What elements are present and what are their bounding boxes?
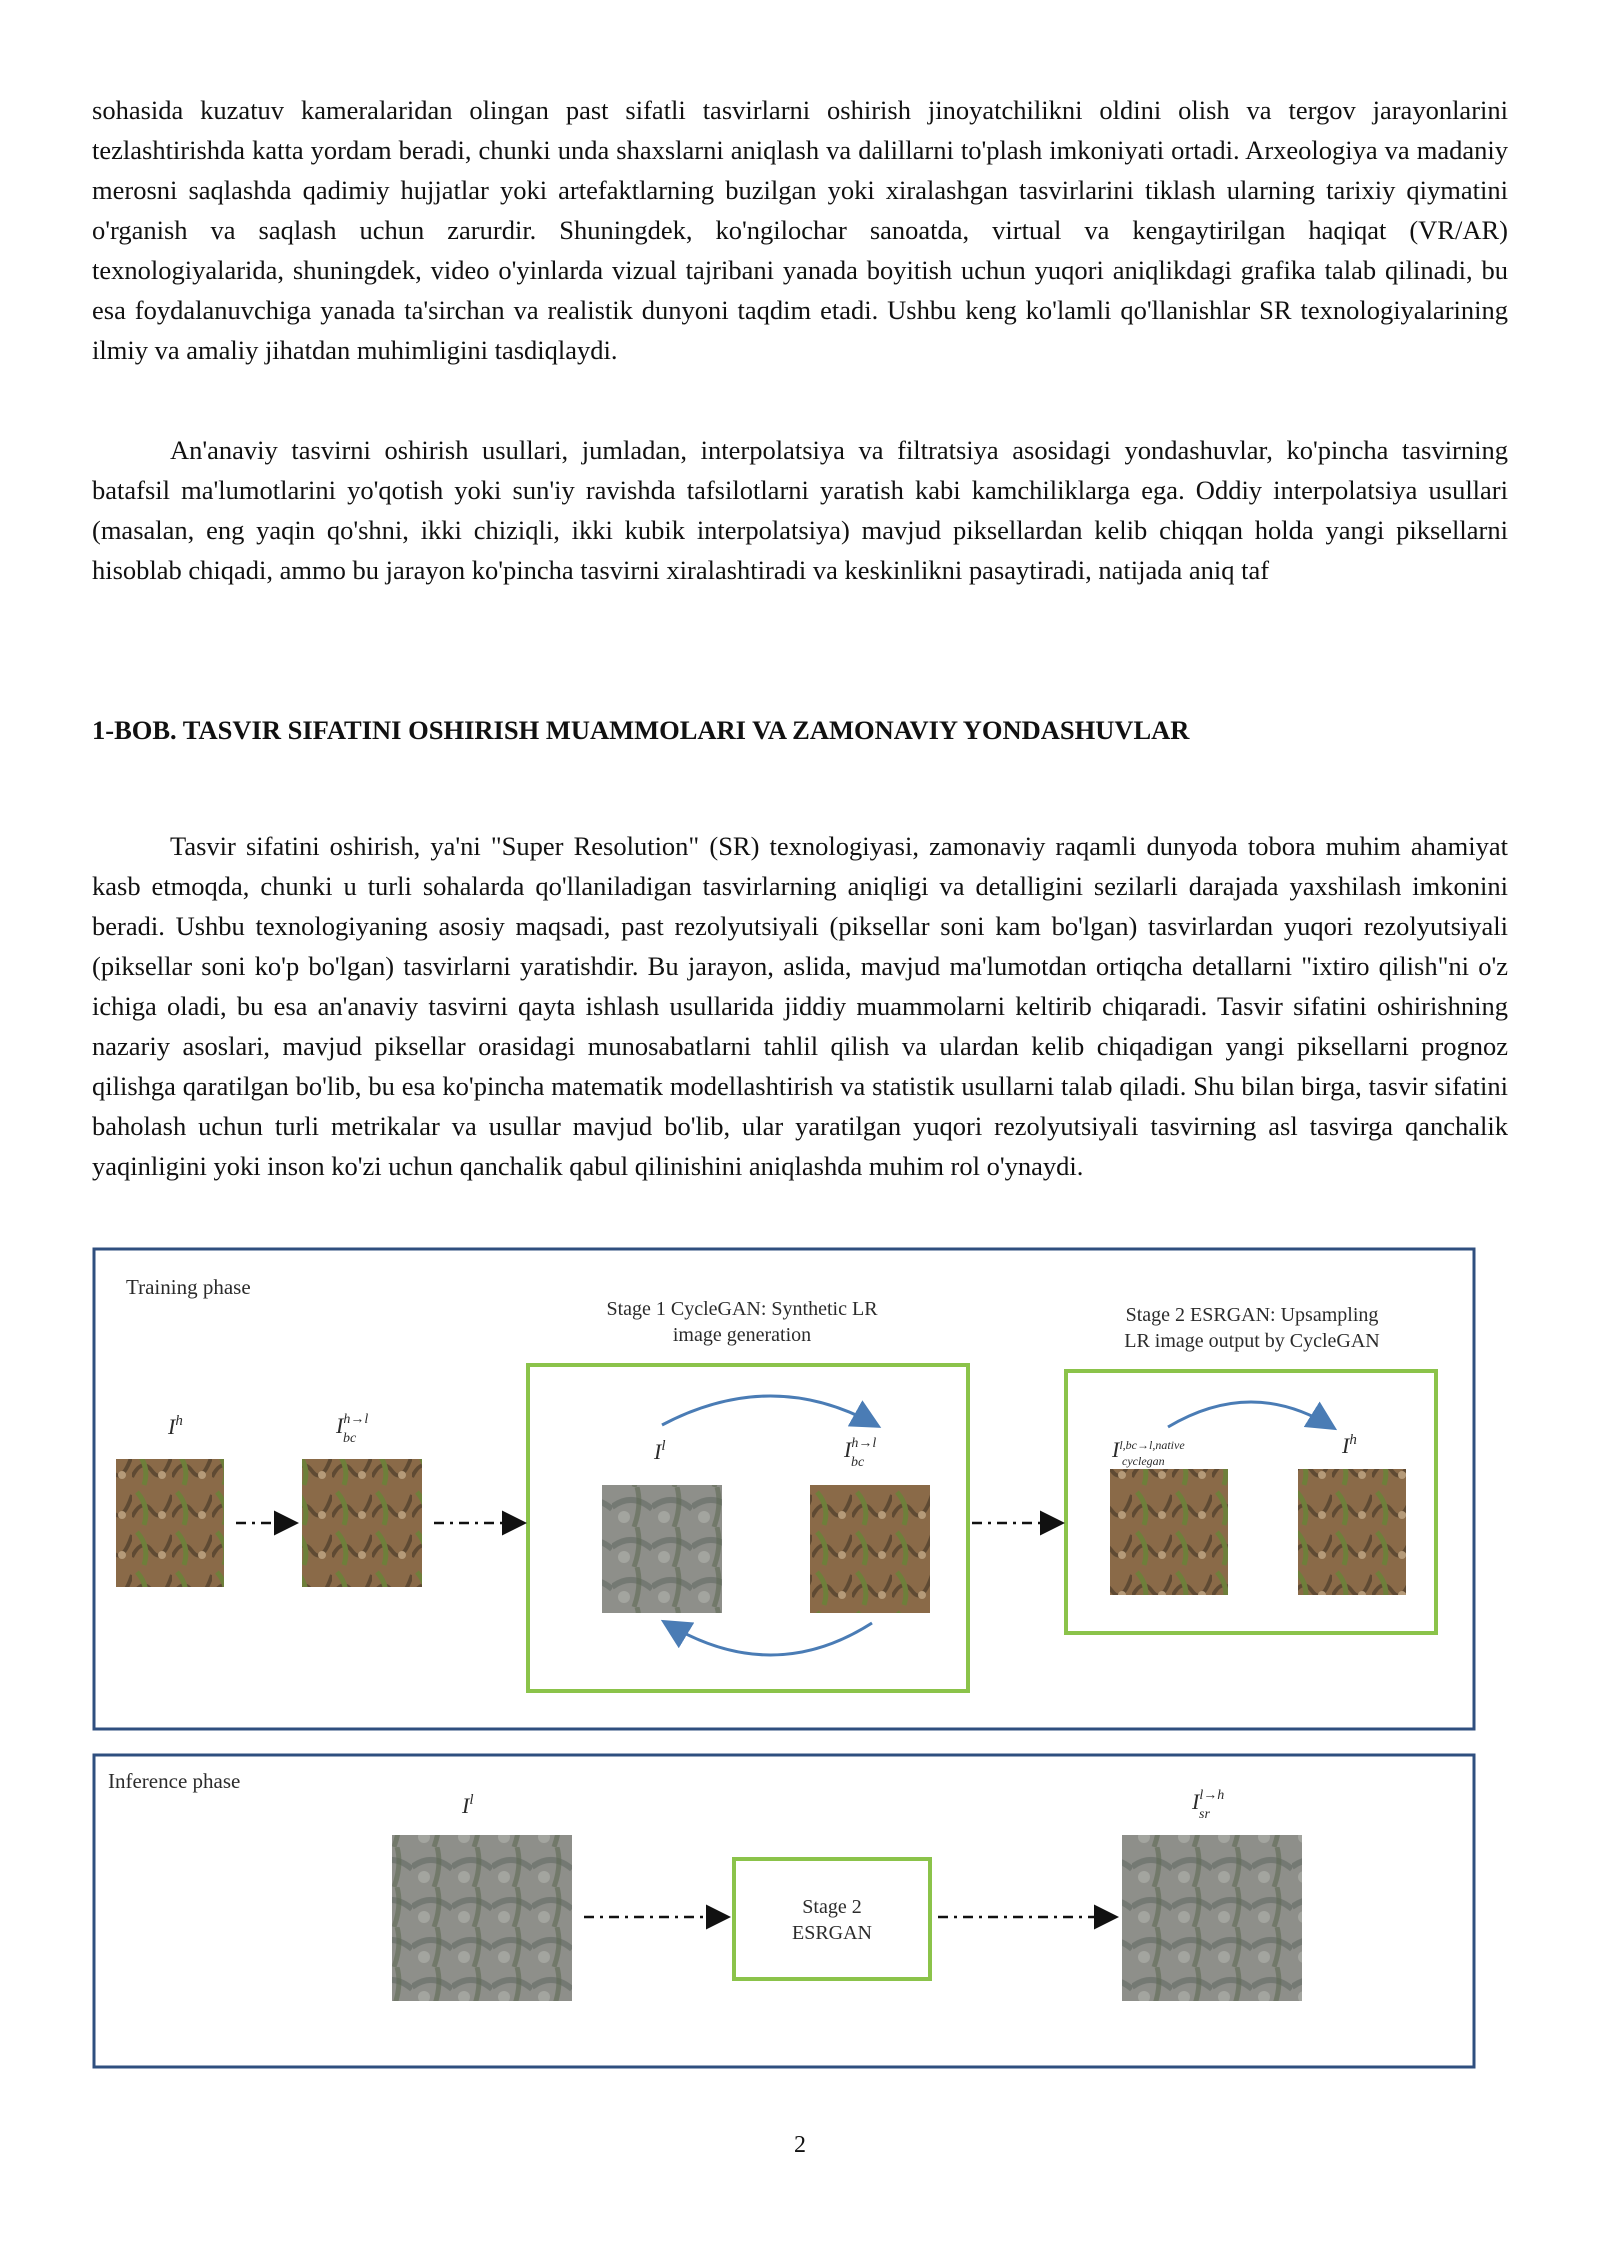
symbol-ih: $I^h$ [168, 1413, 183, 1439]
pipeline-figure [92, 1247, 1478, 2077]
image-bicubic-lr-stage1 [810, 1485, 930, 1613]
image-bicubic-lr [302, 1459, 422, 1587]
symbol-ih-to-l: $I^{h\to l}$ bc [336, 1412, 369, 1446]
image-high-res-stage2 [1298, 1469, 1406, 1595]
stage2-title-line1: Stage 2 ESRGAN: Upsampling [1125, 1304, 1379, 1326]
page-number: 2 [794, 2132, 806, 2158]
symbol-sr-output: $I^{l\to h}$ sr [1192, 1788, 1225, 1822]
chapter-heading: 1-BOB. TASVIR SIFATINI OSHIRISH MUAMMOLARI VA ZAMONAVIY YONDASHUVLAR [92, 715, 1190, 745]
stage1-title-line1: Stage 1 CycleGAN: Synthetic LR [606, 1298, 878, 1320]
training-phase-label: Training phase [126, 1275, 251, 1299]
esrgan-box-line1: Stage 2 [802, 1896, 862, 1918]
paragraph-2: An'anaviy tasvirni oshirish usullari, jumladan, interpolatsiya va filtratsiya asosidagi yondashuvlar, ko'pincha tasvirning batafsil ma'lumotlarini yo'qotish yoki sun'iy ravishda tafsilotlarni yaratish kabi kamchiliklarga ega. Oddiy interpolatsiya usullari (masalan, eng yaqin qo'shni, ikki chiziqli, ikki kubik interpolatsiya) mavjud piksellardan kelib chiqqan holda yangi piksellarni hisoblab chiqadi, ammo bu jarayon ko'pincha tasvirni xiralashtiradi va keskinlikni pasaytiradi, natijada aniq taf [92, 435, 1508, 585]
pipeline-diagram [92, 1247, 1478, 2077]
symbol-il: $I^l$ [654, 1438, 666, 1464]
paragraph-3: Tasvir sifatini oshirish, ya'ni "Super Resolution" (SR) texnologiyasi, zamonaviy raqamli dunyoda tobora muhim ahamiyat kasb etmoqda, chunki u turli sohalarda qo'llaniladigan tasvirlarning aniqligi va detalligini sezilarli darajada yaxshilash imkonini beradi. Ushbu texnologiyaning asosiy maqsadi, past rezolyutsiyali (piksellar soni kam bo'lgan) tasvirlardan yuqori rezolyutsiyali (piksellar soni ko'p bo'lgan) tasvirlarni yaratishdir. Bu jarayon, aslida, mavjud ma'lumotdan ortiqcha detallarni "ixtiro qilish"ni o'z ichiga oladi, bu esa an'anaviy tasvirni qayta ishlash usullarida jiddiy muammolarni keltirib chiqaradi. Tasvir sifatini oshirishning nazariy asoslari, mavjud piksellar orasidagi munosabatlarni tahlil qilish va ulardan kelib chiqadigan yangi piksellarni prognoz qilishga qaratilgan bo'lib, bu esa ko'pincha matematik modellashtirish va statistik usullarni talab qiladi. Shu bilan birga, tasvir sifatini baholash uchun turli metrikalar va usullar mavjud bo'lib, ular yaratilgan yuqori rezolyutsiyali tasvirning asl tasvirga qanchalik yaqinligini yoki inson ko'zi uchun qanchalik qabul qilinishini aniqlashda muhim rol o'ynaydi. [92, 831, 1508, 1181]
image-cyclegan-output [1110, 1469, 1228, 1595]
stage2-title-line2: LR image output by CycleGAN [1124, 1330, 1380, 1352]
paragraph-1: sohasida kuzatuv kameralaridan olingan past sifatli tasvirlarni oshirish jinoyatchilikni oldini olish va tergov jarayonlarini tezlashtirishda katta yordam beradi, chunki unda shaxslarni aniqlash va dalillarni to'plash imkoniyati ortadi. Arxeologiya va madaniy merosni saqlashda qadimiy hujjatlar yoki artefaktlarning buzilgan yoki xiralashgan tasvirlarini tiklash ularning tarixiy qiymatini o'rganish va saqlash uchun zarurdir. Shuningdek, ko'ngilochar sanoatda, virtual va kengaytirilgan haqiqat (VR/AR) texnologiyalarida, shuningdek, video o'yinlarda vizual tajribani yanada boyitish uchun yuqori aniqlikdagi grafika talab qilinadi, bu esa foydalanuvchiga yanada ta'sirchan va realistik dunyoni taqdim etadi. Ushbu keng ko'lamli qo'llanishlar SR texnologiyalarining ilmiy va amaliy jihatdan muhimligini tasdiqlaydi. [92, 95, 1508, 365]
stage1-title-line2: image generation [672, 1324, 812, 1346]
image-real-lr [602, 1485, 722, 1613]
image-inference-input [392, 1835, 572, 2001]
image-inference-output [1122, 1835, 1302, 2001]
inference-phase-label: Inference phase [108, 1769, 241, 1793]
symbol-ih-stage2: $I^h$ [1342, 1432, 1357, 1458]
symbol-ih-to-l-stage1: $I^{h\to l}$ bc [844, 1436, 877, 1470]
symbol-native-cyclegan: $I^{l,bc\to l,native}$ cyclegan [1112, 1437, 1185, 1468]
image-high-res [116, 1459, 224, 1587]
esrgan-box-line2: ESRGAN [791, 1922, 873, 1944]
symbol-il-inference: $I^l$ [462, 1792, 474, 1818]
